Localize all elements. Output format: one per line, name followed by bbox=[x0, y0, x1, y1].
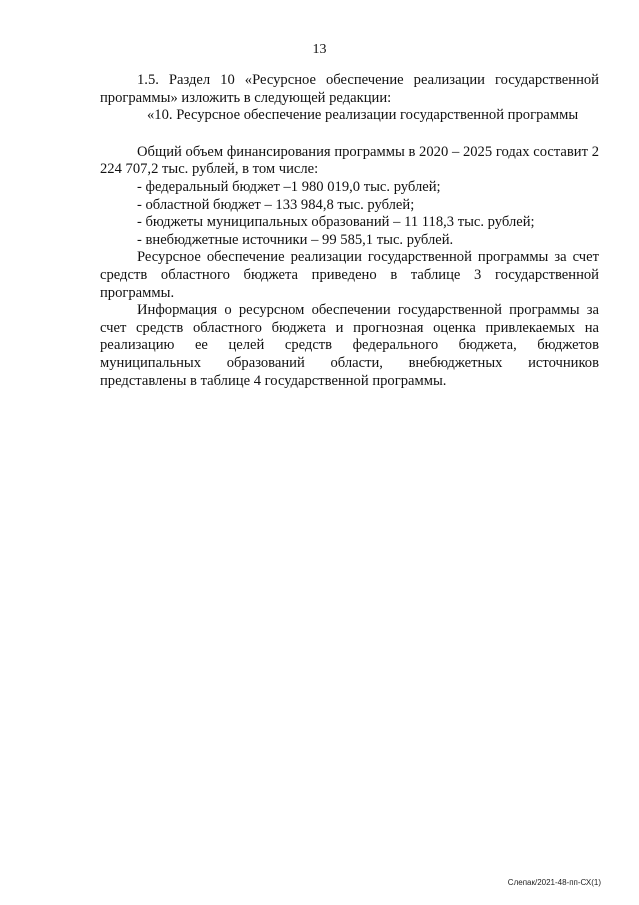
table3-reference-paragraph: Ресурсное обеспечение реализации государственной программы за счет средств областного бюджета приведено в таблице 3 государственной программы. bbox=[100, 249, 599, 301]
document-body bbox=[100, 72, 599, 390]
amendment-paragraph: 1.5. Раздел 10 «Ресурсное обеспечение реализации государственной программы» изложить в следующей редакции: bbox=[100, 72, 599, 106]
blank-line bbox=[100, 125, 599, 144]
funding-source-extrabudgetary: - внебюджетные источники – 99 585,1 тыс. рублей. bbox=[137, 231, 454, 248]
funding-source-federal: - федеральный бюджет –1 980 019,0 тыс. рублей; bbox=[137, 178, 441, 195]
page-number: 13 bbox=[312, 42, 327, 57]
document-footer-code: Слепак/2021-48-пп-СХ(1) bbox=[507, 878, 601, 887]
funding-source-municipal: - бюджеты муниципальных образований – 11 118,3 тыс. рублей; bbox=[137, 214, 535, 231]
table4-reference-paragraph: Информация о ресурсном обеспечении государственной программы за счет средств областного бюджета и прогнозная оценка привлекаемых на реализацию ее целей средств федерального бюджета, бюджетов муниципальных образований области, внебюджетных источников представлены в таблице 4 государственной программы. bbox=[100, 302, 599, 389]
funding-sources-list bbox=[100, 179, 599, 249]
funding-total-paragraph: Общий объем финансирования программы в 2020 – 2025 годах составит 2 224 707,2 тыс. рублей, в том числе: bbox=[100, 143, 599, 178]
funding-source-regional: - областной бюджет – 133 984,8 тыс. рублей; bbox=[137, 196, 415, 213]
section-heading: «10. Ресурсное обеспечение реализации государственной программы bbox=[147, 107, 579, 124]
